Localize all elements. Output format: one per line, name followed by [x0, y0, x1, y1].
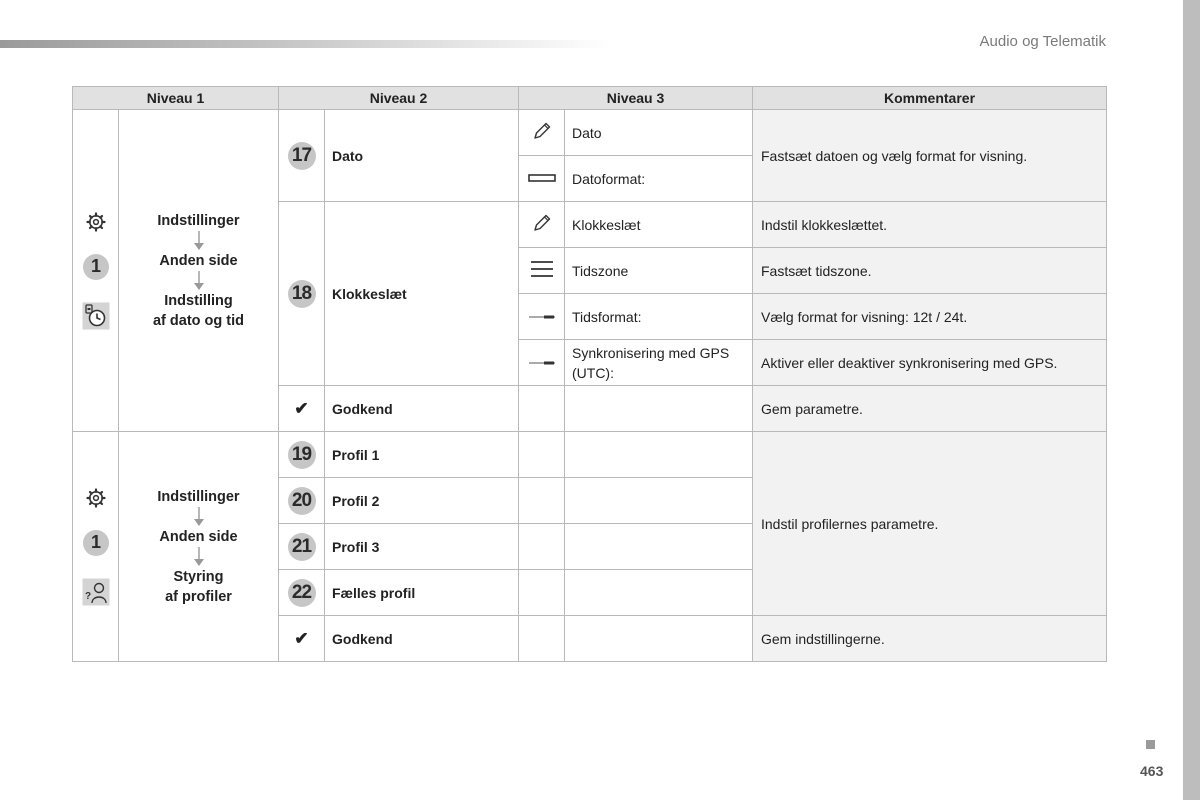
number-badge-icon: 20 — [288, 487, 316, 515]
table-row — [73, 110, 1107, 156]
level3-label: Datoformat: — [565, 156, 753, 202]
section-title: Audio og Telematik — [979, 33, 1106, 50]
header-gradient-bar — [0, 40, 610, 48]
comment-cell: Gem indstillingerne. — [753, 616, 1107, 662]
level2-number-cell — [279, 524, 325, 570]
clock-settings-icon — [82, 302, 110, 330]
level2-label: Fælles profil — [325, 570, 519, 616]
format-bar-icon — [528, 171, 556, 187]
level2-label: Dato — [325, 110, 519, 202]
level3-label: Tidszone — [565, 248, 753, 294]
level1-path-cell — [119, 110, 279, 432]
column-header-comments: Kommentarer — [753, 87, 1107, 110]
number-badge-icon: 21 — [288, 533, 316, 561]
level3-icon-cell — [519, 202, 565, 248]
page-badge-icon: 1 — [83, 254, 109, 280]
level1-icons-cell — [73, 432, 119, 662]
level2-label: Godkend — [325, 616, 519, 662]
list-icon — [530, 266, 554, 282]
comment-cell: Fastsæt datoen og vælg format for visning. — [753, 110, 1107, 202]
page-edge-bar — [1183, 0, 1200, 800]
path-step-second-page: Anden side — [159, 252, 238, 269]
comment-cell: Aktiver eller deaktiver synkronisering med GPS. — [753, 340, 1107, 386]
empty-cell — [565, 386, 753, 432]
gear-icon — [86, 212, 106, 232]
level2-number-cell — [279, 616, 325, 662]
settings-table — [72, 86, 1107, 662]
number-badge-icon: 19 — [288, 441, 316, 469]
level3-label: Klokkeslæt — [565, 202, 753, 248]
column-header-level2: Niveau 2 — [279, 87, 519, 110]
level3-label: Dato — [565, 110, 753, 156]
level2-number-cell — [279, 386, 325, 432]
path-step-date-time: Indstilling — [164, 292, 233, 309]
comment-cell: Indstil klokkeslættet. — [753, 202, 1107, 248]
checkmark-icon: ✔ — [294, 398, 309, 418]
arrow-down-icon — [192, 231, 206, 251]
level2-label: Profil 2 — [325, 478, 519, 524]
empty-cell — [519, 432, 565, 478]
table-header-row — [73, 87, 1107, 110]
comment-cell: Gem parametre. — [753, 386, 1107, 432]
number-badge-icon: 17 — [288, 142, 316, 170]
arrow-down-icon — [192, 507, 206, 527]
page-number: 463 — [1140, 763, 1164, 779]
level2-label: Godkend — [325, 386, 519, 432]
level2-number-cell — [279, 570, 325, 616]
page-marker — [1146, 740, 1155, 749]
level2-number-cell — [279, 202, 325, 386]
level3-icon-cell — [519, 340, 565, 386]
path-step-second-page: Anden side — [159, 528, 238, 545]
level2-number-cell — [279, 478, 325, 524]
level2-label: Profil 1 — [325, 432, 519, 478]
toggle-icon — [528, 355, 556, 371]
pencil-icon — [531, 129, 553, 145]
path-step-profiles-line2: af profiler — [165, 588, 232, 605]
path-step-settings: Indstillinger — [157, 212, 240, 229]
gear-icon — [86, 488, 106, 508]
comment-cell: Fastsæt tidszone. — [753, 248, 1107, 294]
path-step-profiles: Styring — [173, 568, 224, 585]
level1-icons-cell — [73, 110, 119, 432]
empty-cell — [565, 616, 753, 662]
level3-icon-cell — [519, 110, 565, 156]
arrow-down-icon — [192, 271, 206, 291]
checkmark-icon: ✔ — [294, 628, 309, 648]
number-badge-icon: 22 — [288, 579, 316, 607]
level3-label: Synkronisering med GPS (UTC): — [565, 340, 753, 386]
arrow-down-icon — [192, 547, 206, 567]
comment-cell: Vælg format for visning: 12t / 24t. — [753, 294, 1107, 340]
empty-cell — [519, 570, 565, 616]
empty-cell — [565, 432, 753, 478]
level2-number-cell — [279, 432, 325, 478]
empty-cell — [519, 616, 565, 662]
path-step-settings: Indstillinger — [157, 488, 240, 505]
comment-cell: Indstil profilernes parametre. — [753, 432, 1107, 616]
level3-icon-cell — [519, 156, 565, 202]
path-step-date-time-line2: af dato og tid — [152, 312, 244, 329]
pencil-icon — [531, 221, 553, 237]
page-badge-icon: 1 — [83, 530, 109, 556]
svg-text:?: ? — [84, 590, 91, 602]
level2-number-cell — [279, 110, 325, 202]
level3-label: Tidsformat: — [565, 294, 753, 340]
level2-label: Klokkeslæt — [325, 202, 519, 386]
empty-cell — [519, 386, 565, 432]
table-row — [73, 432, 1107, 478]
level3-icon-cell — [519, 248, 565, 294]
column-header-level3: Niveau 3 — [519, 87, 753, 110]
column-header-level1: Niveau 1 — [73, 87, 279, 110]
level3-icon-cell — [519, 294, 565, 340]
empty-cell — [565, 524, 753, 570]
level2-label: Profil 3 — [325, 524, 519, 570]
empty-cell — [519, 524, 565, 570]
number-badge-icon: 18 — [288, 280, 316, 308]
empty-cell — [565, 478, 753, 524]
empty-cell — [519, 478, 565, 524]
toggle-icon — [528, 309, 556, 325]
empty-cell — [565, 570, 753, 616]
level1-path-cell — [119, 432, 279, 662]
profile-icon — [82, 578, 110, 606]
